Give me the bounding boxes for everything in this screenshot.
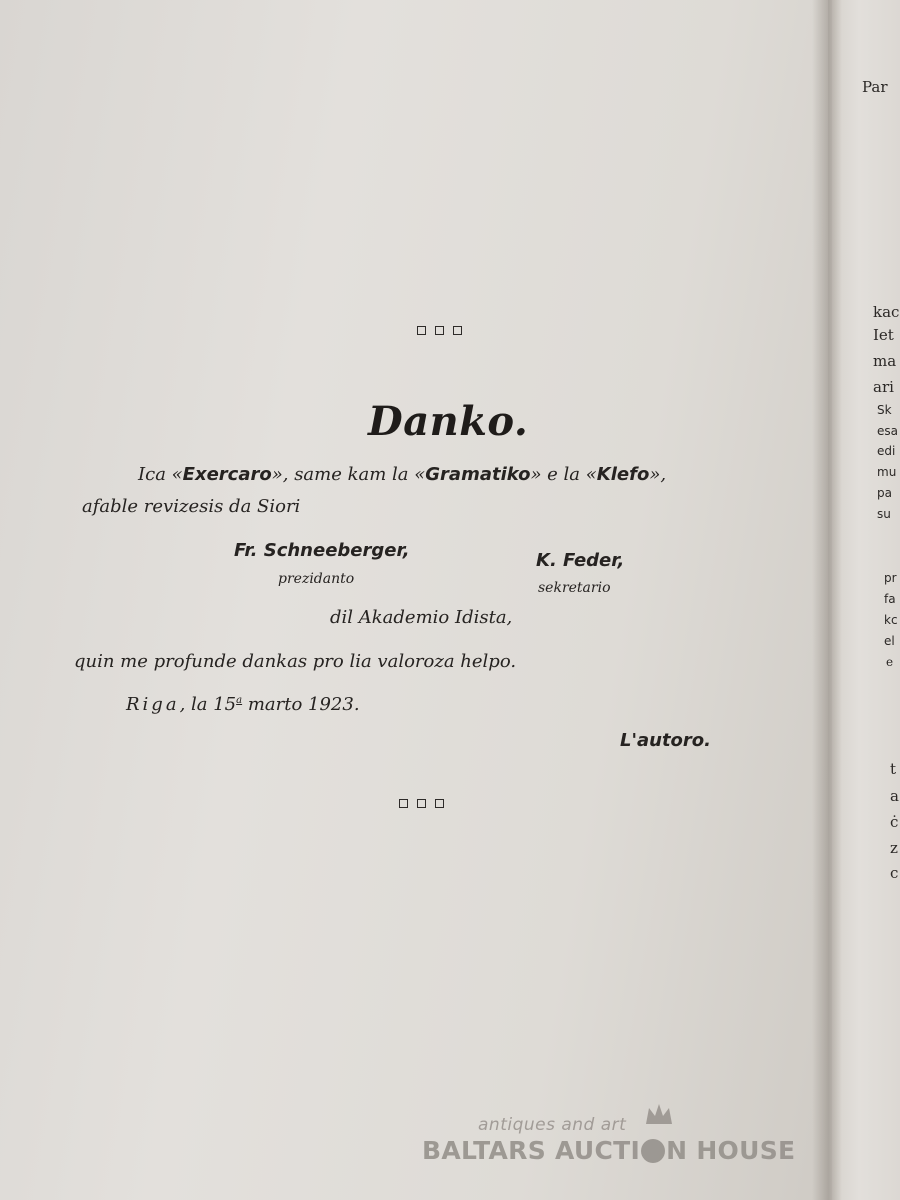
book-title-klefo: Klefo [596,464,650,485]
dedication-line-3: dil Akademio Idista, [330,607,513,628]
right-fragment: su [877,507,891,521]
signer-1-role: prezidanto [278,571,355,587]
signer-2-role: sekretario [538,580,611,596]
line1-mid2: » e la « [530,464,597,485]
book-title-exercaro: Exercaro [182,464,272,485]
right-fragment: el [884,634,895,648]
watermark-o-icon [641,1139,665,1163]
right-fragment: t [890,760,897,778]
right-fragment: edi [877,444,896,458]
right-fragment: Par [862,78,888,96]
page-title: Danko. [368,398,529,445]
right-fragment: esa [877,424,898,438]
right-fragment: kc [884,613,898,627]
signer-2-name: K. Feder, [536,550,625,571]
author-signature: L'autoro. [620,730,711,751]
right-fragment: a [890,787,899,805]
right-fragment: c [890,864,899,882]
watermark-tagline: antiques and art [478,1115,627,1135]
crown-icon [642,1100,676,1134]
ornament-square-icon [453,326,462,335]
book-title-gramatiko: Gramatiko [425,464,531,485]
right-fragment: pa [877,486,892,500]
right-fragment: fa [884,592,896,606]
right-page [832,0,900,1200]
watermark-name-part-b: N HOUSE [666,1136,796,1165]
signer-1-name: Fr. Schneeberger, [234,540,410,561]
right-fragment: e [886,655,894,669]
line1-mid1: », same kam la « [271,464,426,485]
date-line [126,694,360,715]
watermark-name [422,1136,795,1165]
right-fragment: pr [884,571,897,585]
ornament-square-icon [417,326,426,335]
line1-suffix: », [649,464,667,485]
dedication-line-4: quin me profunde dankas pro lia valoroza helpo. [74,651,517,672]
ornament-top [417,326,462,335]
right-fragment: Iet [873,326,894,344]
date-place: Riga [126,694,180,715]
right-fragment: mu [877,465,897,479]
right-fragment: ari [873,378,894,396]
ornament-square-icon [435,799,444,808]
watermark [420,1100,820,1180]
dedication-line-2: afable revizesis da Siori [82,496,301,517]
right-fragment: ma [873,352,897,370]
line1-prefix: Ica « [138,464,183,485]
right-fragment: z [890,839,898,857]
right-fragment: kac [873,303,900,321]
ornament-square-icon [399,799,408,808]
ornament-bottom [399,799,444,808]
ornament-square-icon [435,326,444,335]
right-fragment: Sk [877,403,892,417]
ornament-square-icon [417,799,426,808]
right-fragment: ċ [890,813,899,831]
date-tail: marto 1923. [242,694,360,715]
dedication-line-1 [138,464,666,485]
date-sup: a [236,695,243,706]
date-rest: , la 15 [179,694,237,715]
watermark-name-part-a: BALTARS AUCTI [422,1136,641,1165]
book-gutter-shadow [812,0,842,1200]
